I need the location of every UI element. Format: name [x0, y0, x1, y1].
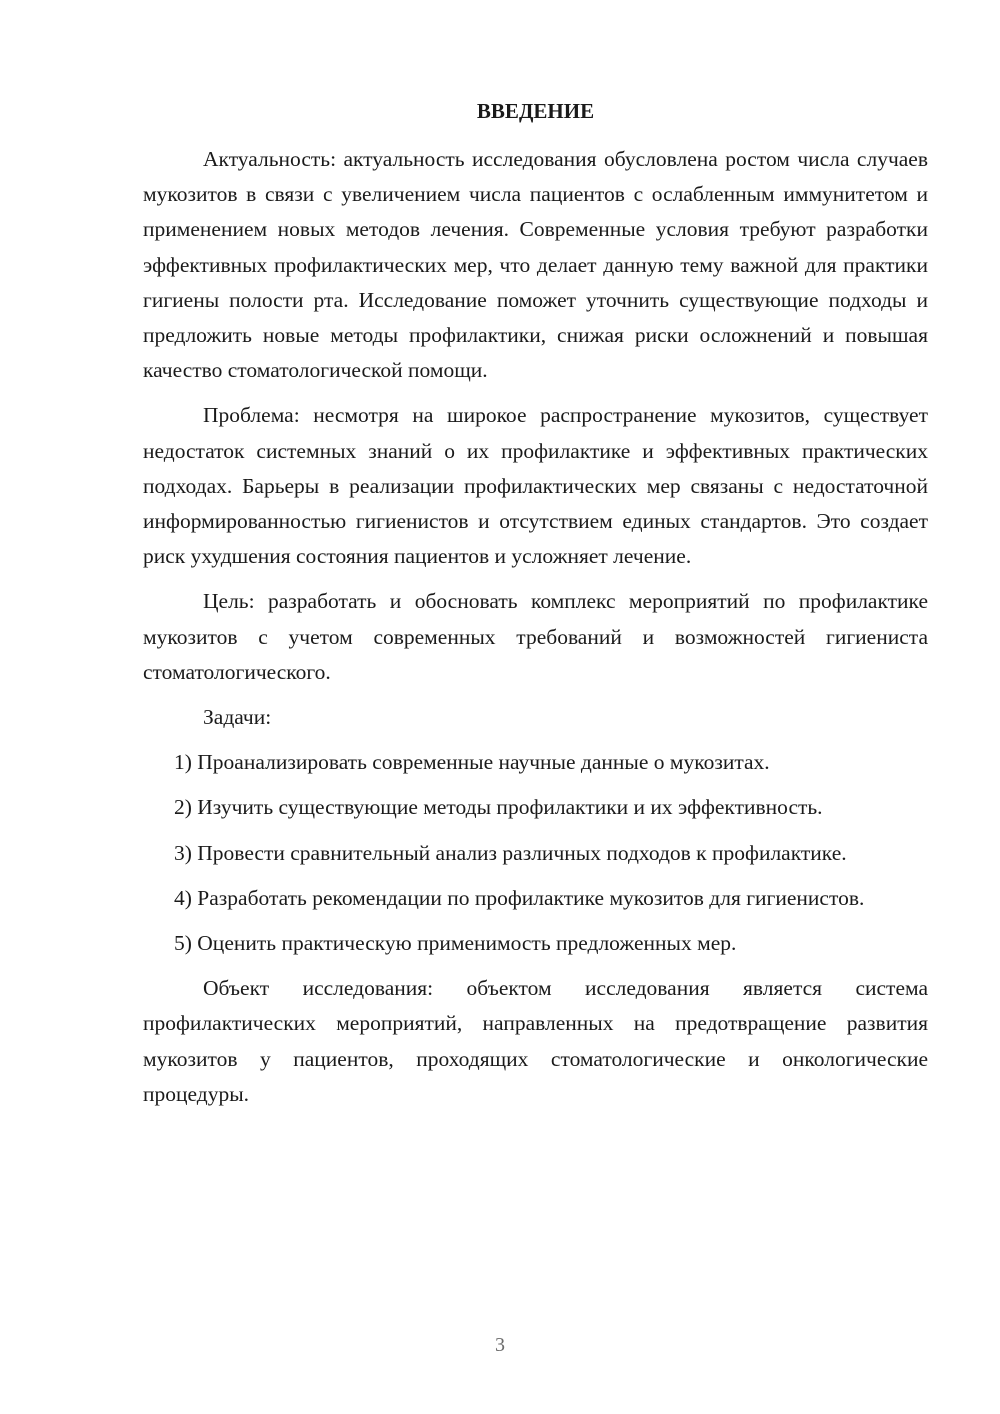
paragraph-object: Объект исследования: объектом исследования является система профилактических мероприятий, направленных на предотвращение развития мукозитов у пациентов, проходящих стоматологические и онкологические процедуры.	[143, 976, 928, 1106]
paragraph-problem: Проблема: несмотря на широкое распространение мукозитов, существует недостаток системных знаний о их профилактике и эффективных практических подходах. Барьеры в реализации профилактических мер связаны с недостаточной информированностью гигиенистов и отсутствием единых стандартов. Это создает риск ухудшения состояния пациентов и усложняет лечение.	[143, 403, 928, 569]
page-number: 3	[495, 1334, 505, 1356]
paragraph-goal: Цель: разработать и обосновать комплекс мероприятий по профилактике мукозитов с учетом современных требований и возможностей гигиениста стоматологического.	[143, 589, 928, 684]
document-body	[143, 142, 928, 1112]
task-item: 3) Провести сравнительный анализ различных подходов к профилактике.	[174, 840, 847, 865]
task-item: 5) Оценить практическую применимость предложенных мер.	[174, 931, 737, 956]
section-title: ВВЕДЕНИЕ	[476, 99, 595, 123]
task-item: 4) Разработать рекомендации по профилактике мукозитов для гигиенистов.	[174, 885, 865, 910]
task-item: 1) Проанализировать современные научные данные о мукозитах.	[174, 750, 770, 775]
paragraph-relevance: Актуальность: актуальность исследования обусловлена ростом числа случаев мукозитов в связи с увеличением числа пациентов с ослабленным иммунитетом и применением новых методов лечения. Современные условия требуют разработки эффективных профилактических мер, что делает данную тему важной для практики гигиены полости рта. Исследование поможет уточнить существующие подходы и предложить новые методы профилактики, снижая риски осложнений и повышая качество стоматологической помощи.	[143, 147, 928, 383]
task-item: 2) Изучить существующие методы профилактики и их эффективность.	[174, 795, 823, 820]
tasks-heading: Задачи:	[203, 705, 272, 730]
